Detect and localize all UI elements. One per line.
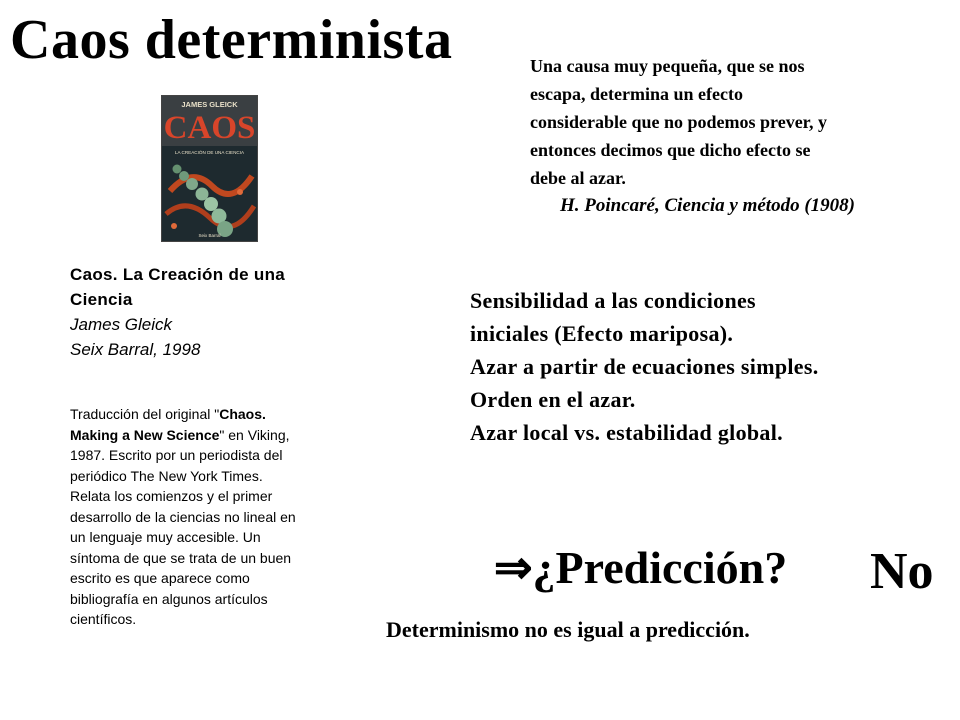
book-cover-image	[161, 95, 258, 242]
description-line	[70, 589, 375, 610]
description-text: científicos.	[70, 611, 137, 627]
book-author: James Gleick	[70, 315, 173, 334]
key-point: iniciales (Efecto mariposa).	[470, 321, 734, 346]
description-line	[70, 548, 375, 569]
description-text: desarrollo de la ciencias no lineal en	[70, 508, 296, 525]
quote-line: considerable que no podemos prever, y	[530, 112, 828, 132]
book-info	[70, 262, 375, 362]
description-line	[70, 425, 375, 446]
description-line	[70, 527, 375, 548]
book-title: Caos. La Creación de una	[70, 265, 286, 284]
conclusion: Determinismo no es igual a predicción.	[386, 617, 750, 642]
description-text: bibliografía en algunos artículos	[70, 590, 268, 607]
description-text: síntoma de que se trata de un buen	[70, 549, 292, 566]
description-line	[70, 568, 375, 589]
key-point: Azar a partir de ecuaciones simples.	[470, 354, 819, 379]
description-line	[70, 486, 375, 507]
book-description	[70, 404, 375, 630]
quote-line: debe al azar.	[530, 168, 626, 188]
poincare-quote	[530, 52, 950, 220]
cover-subtitle: LA CREACIÓN DE UNA CIENCIA	[174, 150, 245, 155]
key-point: Orden en el azar.	[470, 387, 636, 412]
description-line	[70, 445, 375, 466]
description-text: periódico The New York Times.	[70, 467, 263, 484]
quote-line: Una causa muy pequeña, que se nos	[530, 56, 805, 76]
prediction-answer: No	[870, 543, 934, 600]
cover-title: CAOS	[163, 110, 256, 146]
cover-author: JAMES GLEICK	[181, 100, 238, 109]
description-emphasis: Making a New Science	[70, 426, 220, 443]
description-text: " en Viking,	[219, 426, 290, 443]
description-line	[70, 609, 375, 630]
book-title-cont: Ciencia	[70, 290, 133, 309]
key-point: Azar local vs. estabilidad global.	[470, 420, 783, 445]
slide-title: Caos determinista	[10, 9, 453, 71]
cover-publisher: Seix Barral	[198, 233, 221, 238]
quote-attribution: H. Poincaré, Ciencia y método (1908)	[560, 195, 855, 216]
description-text: un lenguaje muy accesible. Un	[70, 529, 261, 545]
implies-arrow-icon: ⇒	[494, 542, 533, 593]
key-points	[470, 284, 950, 449]
prediction-question	[494, 538, 787, 598]
description-text: Traducción del original "	[70, 406, 220, 422]
description-text: Relata los comienzos y el primer	[70, 488, 273, 504]
prediction-text: ¿Predicción?	[532, 542, 788, 593]
description-emphasis: Chaos.	[219, 406, 266, 422]
quote-line: escapa, determina un efecto	[530, 84, 743, 104]
book-publisher: Seix Barral, 1998	[70, 340, 201, 359]
description-text: escrito es que aparece como	[70, 570, 250, 586]
quote-line: entonces decimos que dicho efecto se	[530, 140, 811, 160]
description-line	[70, 466, 375, 487]
key-point: Sensibilidad a las condiciones	[470, 288, 756, 313]
description-text: 1987. Escrito por un periodista del	[70, 447, 283, 463]
description-line	[70, 404, 375, 425]
description-line	[70, 507, 375, 528]
